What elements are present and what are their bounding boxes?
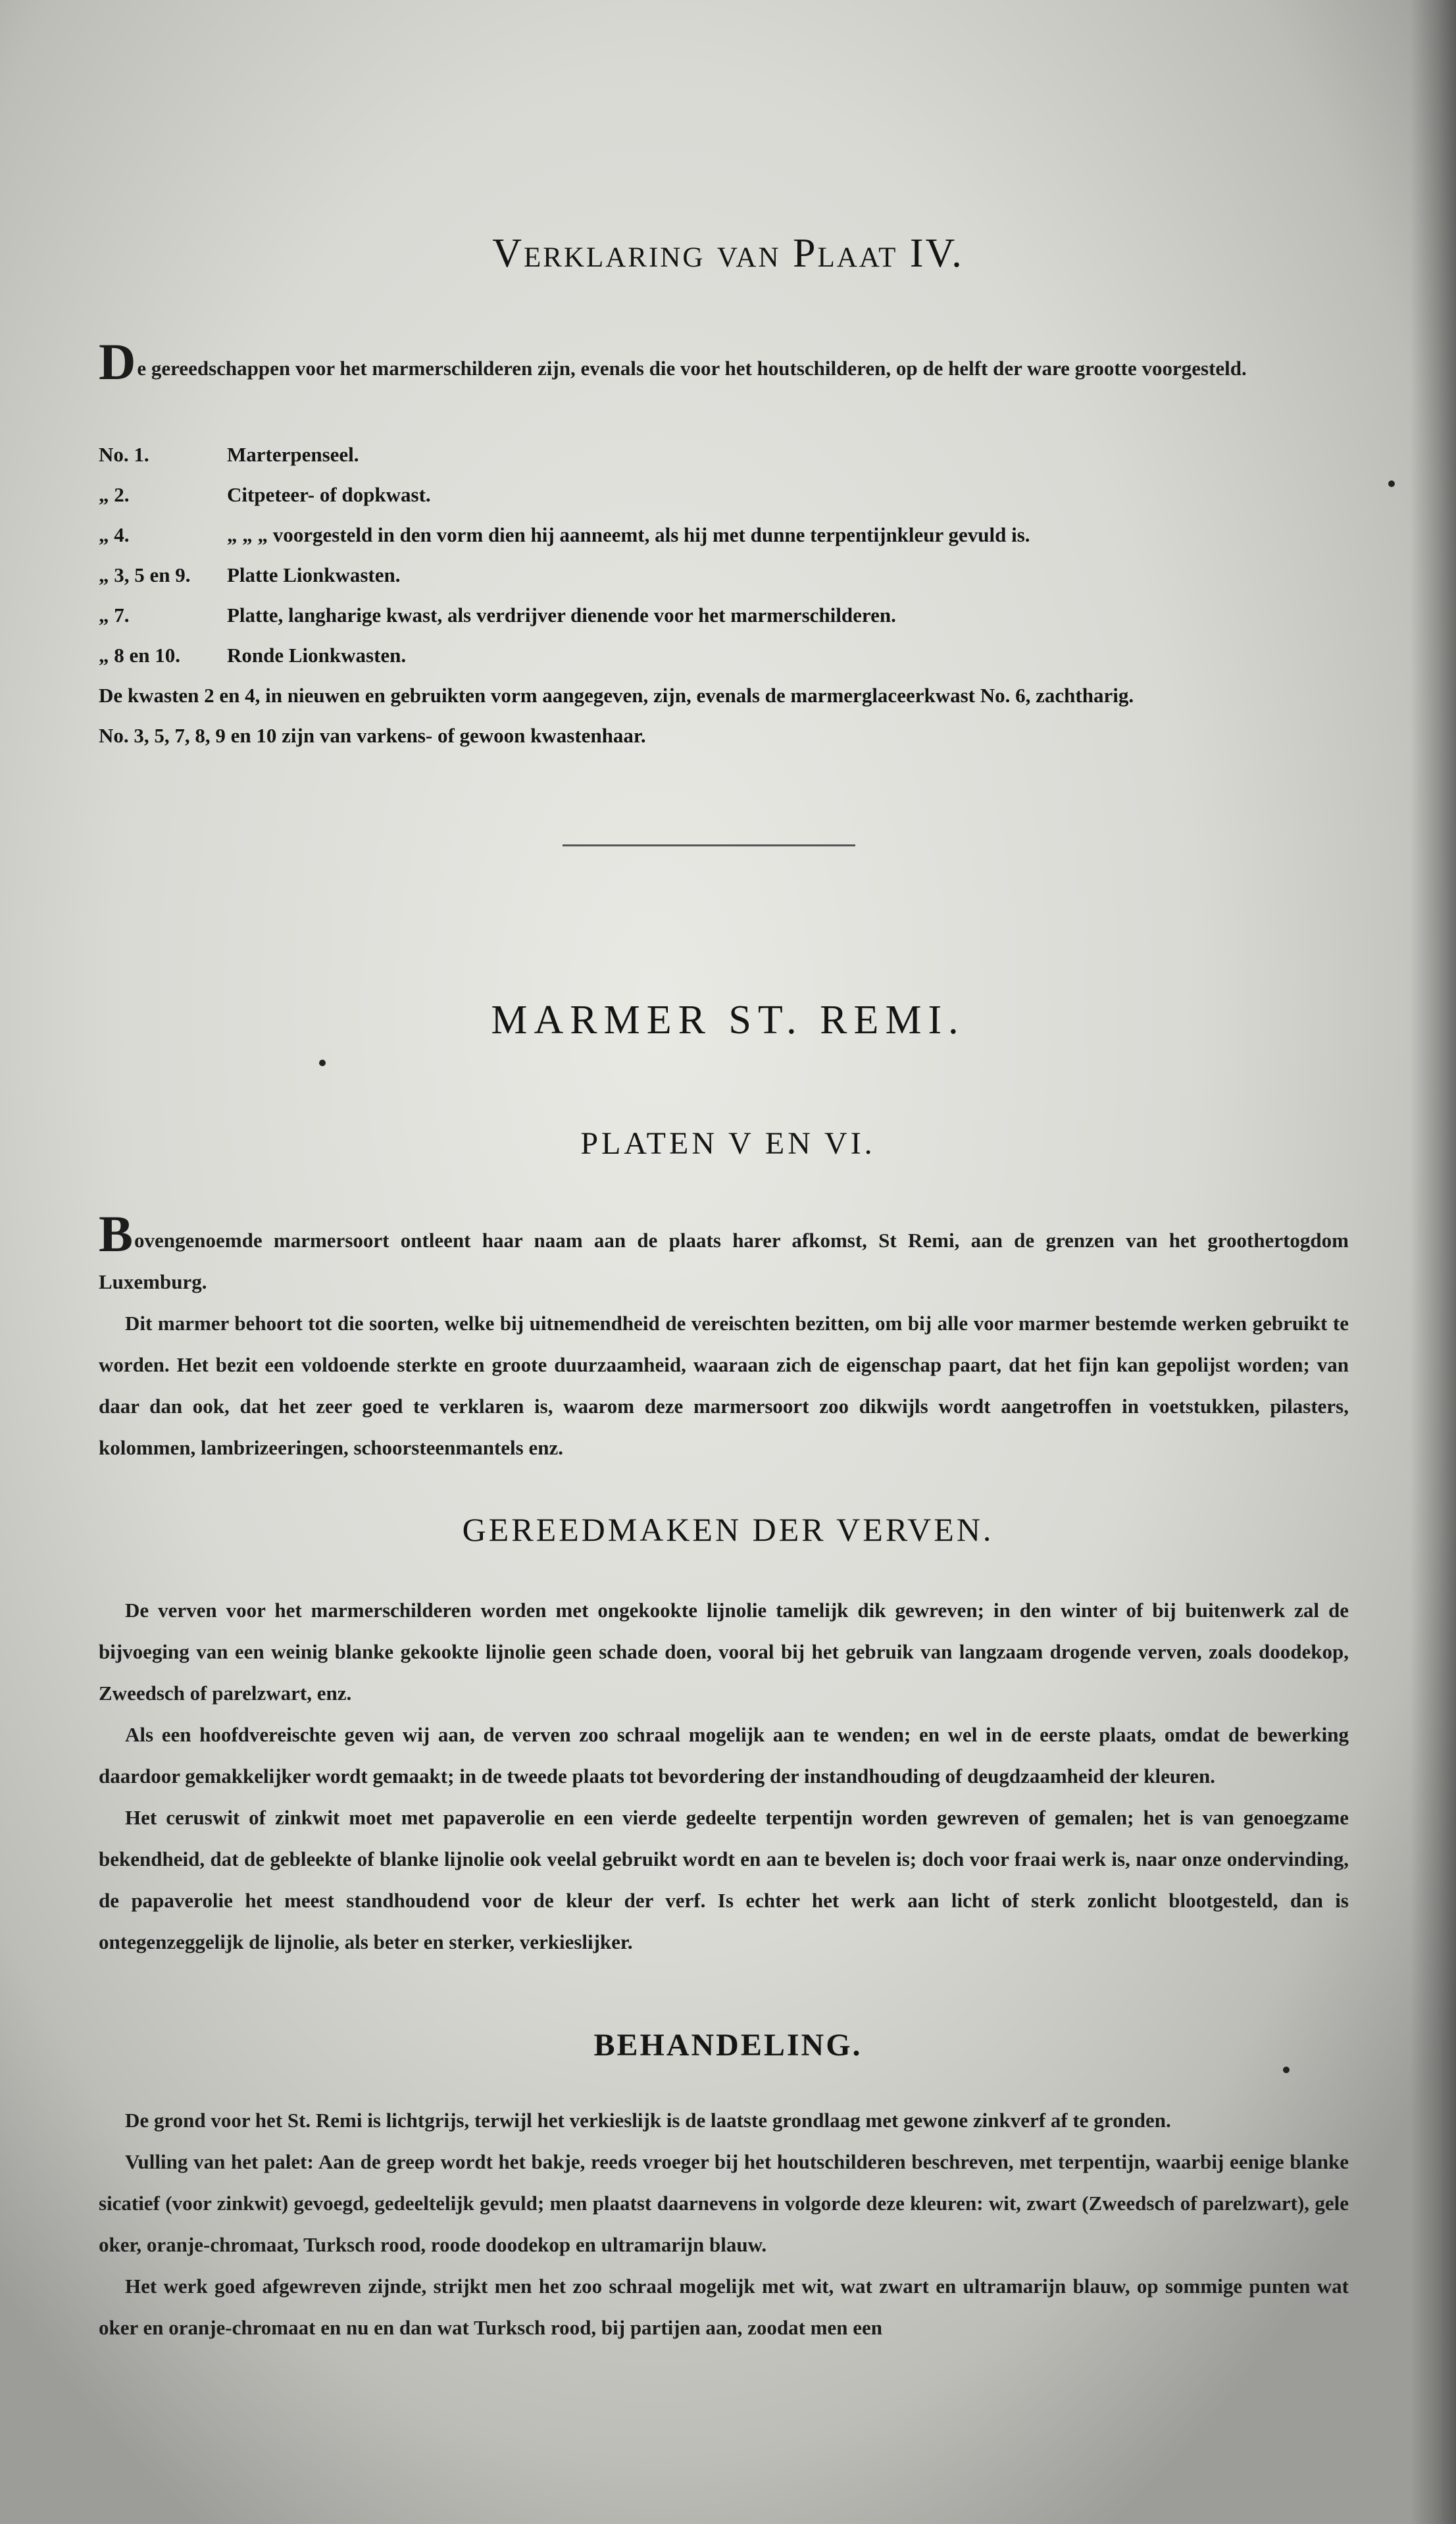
behandeling-para-2: Vulling van het palet: Aan de greep wordt het bakje, reeds vroeger bij het houtschilderen beschreven, met terpentijn, waarbij eenige blanke sicatief (voor zinkwit) gevoegd, gedeeltelijk gevuld; men plaatst daarnevens in volgorde deze kleuren: wit, zwart (Zweedsch of parelzwart), gele oker, oranje-chromaat, Turksch rood, roode doodekop en ultramarijn blauw. [99,2150,1349,2256]
drop-cap-d: D [99,333,136,390]
behandeling-para-3: Het werk goed afgewreven zijnde, strijkt men het zoo schraal mogelijk met wit, wat zwart en ultramarijn blauw, op sommige punten wat oker en oranje-chromaat en nu en dan wat Turksch rood, bij partijen aan, zoodat men een [99,2275,1349,2339]
list-item: „ 8 en 10. Ronde Lionkwasten. [99,644,407,667]
behandeling-para-1: De grond voor het St. Remi is lichtgrijs, terwijl het verkieslijk is de laatste grondlaag met gewone zinkverf af te gronden. [125,2109,1171,2132]
behandeling-text [99,2099,1349,2348]
behandeling-title: BEHANDELING. [593,2028,863,2063]
list-item: „ 4. „ „ „ voorgesteld in den vorm dien hij aanneemt, als hij met dunne terpentijnkleur gevuld is. [99,523,1030,546]
ink-speck [319,1060,326,1066]
verven-text [99,1589,1349,1963]
drop-cap-b: B [99,1205,134,1262]
verven-title: GEREEDMAKEN DER VERVEN. [462,1511,994,1548]
marmer-subtitle: PLATEN V EN VI. [580,1126,876,1161]
list-item: „ 7. Platte, langharige kwast, als verdrijver dienende voor het marmerschilderen. [99,604,896,627]
plate-iv-intro [99,333,1349,390]
plate-iv-intro-text: e gereedschappen voor het marmerschilderen zijn, evenals die voor het houtschilderen, op de helft der ware grootte voorgesteld. [137,357,1247,380]
section-divider [563,844,855,846]
plate-iv-title: Verklaring van Plaat IV. [492,231,964,276]
list-item: „ 2. Citpeteer- of dopkwast. [99,483,431,506]
list-item: „ 3, 5 en 9. Platte Lionkwasten. [99,563,401,586]
ink-speck [1283,2067,1290,2073]
verven-para-3: Het ceruswit of zinkwit moet met papaverolie en een vierde gedeelte terpentijn worden gewreven of gemalen; het is van genoegzame bekendheid, dat de gebleekte of blanke lijnolie ook veelal gebruikt wordt en aan te bevelen is; doch voor fraai werk is, naar onze ondervinding, de papaverolie het meest standhoudend voor de kleur der verf. Is echter het werk aan licht of sterk zonlicht blootgesteld, dan is ontegenzeggelijk de lijnolie, als beter en sterker, verkieslijker. [99,1806,1349,1953]
verven-para-1: De verven voor het marmerschilderen worden met ongekookte lijnolie tamelijk dik gewreven; in den winter of bij buitenwerk zal de bijvoeging van een weinig blanke gekookte lijnolie geen schade doen, vooral bij het gebruik van langzaam drogende verven, zoals doodekop, Zweedsch of parelzwart, enz. [99,1599,1349,1705]
marmer-title: MARMER ST. REMI. [491,998,965,1043]
brush-note-2: No. 3, 5, 7, 8, 9 en 10 zijn van varkens- of gewoon kwastenhaar. [99,724,646,747]
brush-note-1: De kwasten 2 en 4, in nieuwen en gebruikten vorm aangegeven, zijn, evenals de marmerglaceerkwast No. 6, zachtharig. [99,684,1134,707]
marmer-text [99,1205,1349,1468]
ink-speck [1388,480,1395,487]
page-edge-shadow [1410,0,1456,2524]
list-item: No. 1. Marterpenseel. [99,443,359,466]
verven-para-2: Als een hoofdvereischte geven wij aan, de verven zoo schraal mogelijk aan te wenden; en wel in de eerste plaats, omdat de bewerking daardoor gemakkelijker wordt gemaakt; in de tweede plaats tot bevordering der instandhouding of deugdzaamheid der kleuren. [99,1723,1349,1788]
marmer-para-2: Dit marmer behoort tot die soorten, welke bij uitnemendheid de vereischten bezitten, om bij alle voor marmer bestemde werken gebruikt te worden. Het bezit een voldoende sterkte en groote duurzaamheid, waaraan zich de eigenschap paart, dat het fijn kan gepolijst worden; van daar dan ook, dat het zeer goed te verklaren is, waarom deze marmersoort zoo dikwijls wordt aangetroffen in voetstukken, pilasters, kolommen, lambrizeeringen, schoorsteenmantels enz. [99,1312,1349,1459]
marmer-para-1: ovengenoemde marmersoort ontleent haar naam aan de plaats harer afkomst, St Remi, aan de grenzen van het groothertogdom Luxemburg. [99,1229,1349,1293]
tool-list [99,434,1349,756]
